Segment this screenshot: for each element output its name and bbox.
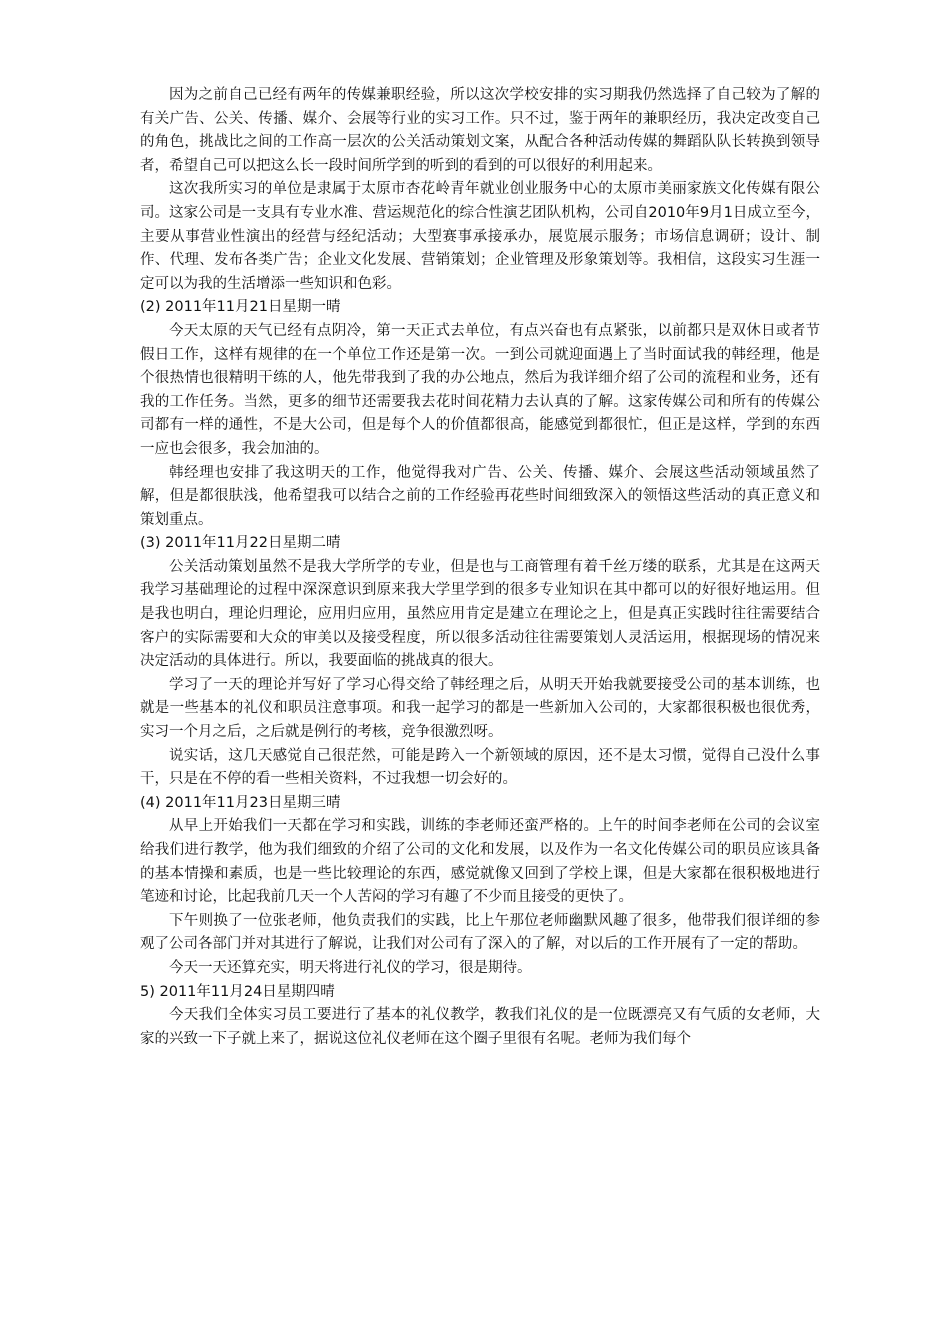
paragraph-nov22-3: 说实话，这几天感觉自己很茫然，可能是跨入一个新领域的原因，还不是太习惯，觉得自己没什么事干，只是在不停的看一些相关资料，不过我想一切会好的。 [140,747,820,788]
paragraph-nov23-3: 今天一天还算充实，明天将进行礼仪的学习，很是期待。 [169,959,532,976]
paragraph-nov23-2: 下午则换了一位张老师，他负责我们的实践，比上午那位老师幽默风趣了很多，他带我们很详细的参观了公司各部门并对其进行了解说，让我们对公司有了深入的了解，对以后的工作开展有了一定的帮助。 [140,912,820,953]
entry-heading-nov22: (3) 2011年11月22日星期二晴 [140,535,341,552]
paragraph-nov23-1: 从早上开始我们一天都在学习和实践，训练的李老师还蛮严格的。上午的时间李老师在公司的会议室给我们进行教学，他为我们细致的介绍了公司的文化和发展，以及作为一名文化传媒公司的职员应该具备的基本情操和素质，也是一些比较理论的东西，感觉就像又回到了学校上课，但是大家都在很积极地进行笔迹和讨论，比起我前几天一个人苦闷的学习有趣了不少而且接受的更快了。 [140,818,820,906]
entry-heading-nov23: (4) 2011年11月23日星期三晴 [140,794,341,811]
paragraph-intro-1: 因为之前自己已经有两年的传媒兼职经验，所以这次学校安排的实习期我仍然选择了自己较为了解的有关广告、公关、传播、媒介、会展等行业的实习工作。只不过，鉴于两年的兼职经历，我决定改变自己的角色，挑战比之间的工作高一层次的公关活动策划文案，从配合各种活动传媒的舞蹈队队长转换到领导者，希望自己可以把这么长一段时间所学到的听到的看到的可以很好的利用起来。 [140,87,820,174]
paragraph-nov22-2: 学习了一天的理论并写好了学习心得交给了韩经理之后，从明天开始我就要接受公司的基本训练，也就是一些基本的礼仪和职员注意事项。和我一起学习的都是一些新加入公司的，大家都很积极也很优秀，实习一个月之后，之后就是例行的考核，竞争很激烈呀。 [140,676,820,741]
paragraph-nov22-1: 公关活动策划虽然不是我大学所学的专业，但是也与工商管理有着千丝万缕的联系，尤其是在这两天我学习基础理论的过程中深深意识到原来我大学里学到的很多专业知识在其中都可以的好很好地运用。但是我也明白，理论归理论，应用归应用，虽然应用肯定是建立在理论之上，但是真正实践时往往需要结合客户的实际需要和大众的审美以及接受程度，所以很多活动往往需要策划人灵活运用，根据现场的情况来决定活动的具体进行。所以，我要面临的挑战真的很大。 [140,558,820,670]
entry-heading-nov24: 5) 2011年11月24日星期四晴 [140,983,335,1000]
paragraph-nov21-2: 韩经理也安排了我这明天的工作，他觉得我对广告、公关、传播、媒介、会展这些活动领域虽然了解，但是都很肤浅，他希望我可以结合之前的工作经验再花些时间细致深入的领悟这些活动的真正意义和策划重点。 [140,464,820,528]
paragraph-nov21-1: 今天太原的天气已经有点阴冷，第一天正式去单位，有点兴奋也有点紧张，以前都只是双休日或者节假日工作，这样有规律的在一个单位工作还是第一次。一到公司就迎面遇上了当时面试我的韩经理，他是个很热情也很精明干练的人，他先带我到了我的办公地点，然后为我详细介绍了公司的流程和业务，还有我的工作任务。当然，更多的细节还需要我去花时间花精力去认真的了解。这家传媒公司和所有的传媒公司都有一样的通性，不是大公司，但是每个人的价值都很高，能感觉到都很忙，但正是这样，学到的东西一应也会很多，我会加油的。 [140,322,820,457]
entry-heading-nov21: (2) 2011年11月21日星期一晴 [140,299,341,316]
document-body [140,84,820,1051]
paragraph-nov24-1: 今天我们全体实习员工要进行了基本的礼仪教学，教我们礼仪的是一位既漂亮又有气质的女老师，大家的兴致一下子就上来了，据说这位礼仪老师在这个圈子里很有名呢。老师为我们每个 [140,1007,820,1047]
paragraph-intro-2: 这次我所实习的单位是隶属于太原市杏花岭青年就业创业服务中心的太原市美丽家族文化传媒有限公司。这家公司是一支具有专业水准、营运规范化的综合性演艺团队机构，公司自2010年9月1日成立至今，主要从事营业性演出的经营与经纪活动；大型赛事承接承办，展览展示服务；市场信息调研；设计、制作、代理、发布各类广告；企业文化发展、营销策划；企业管理及形象策划等。我相信，这段实习生涯一定可以为我的生活增添一些知识和色彩。 [140,181,820,292]
